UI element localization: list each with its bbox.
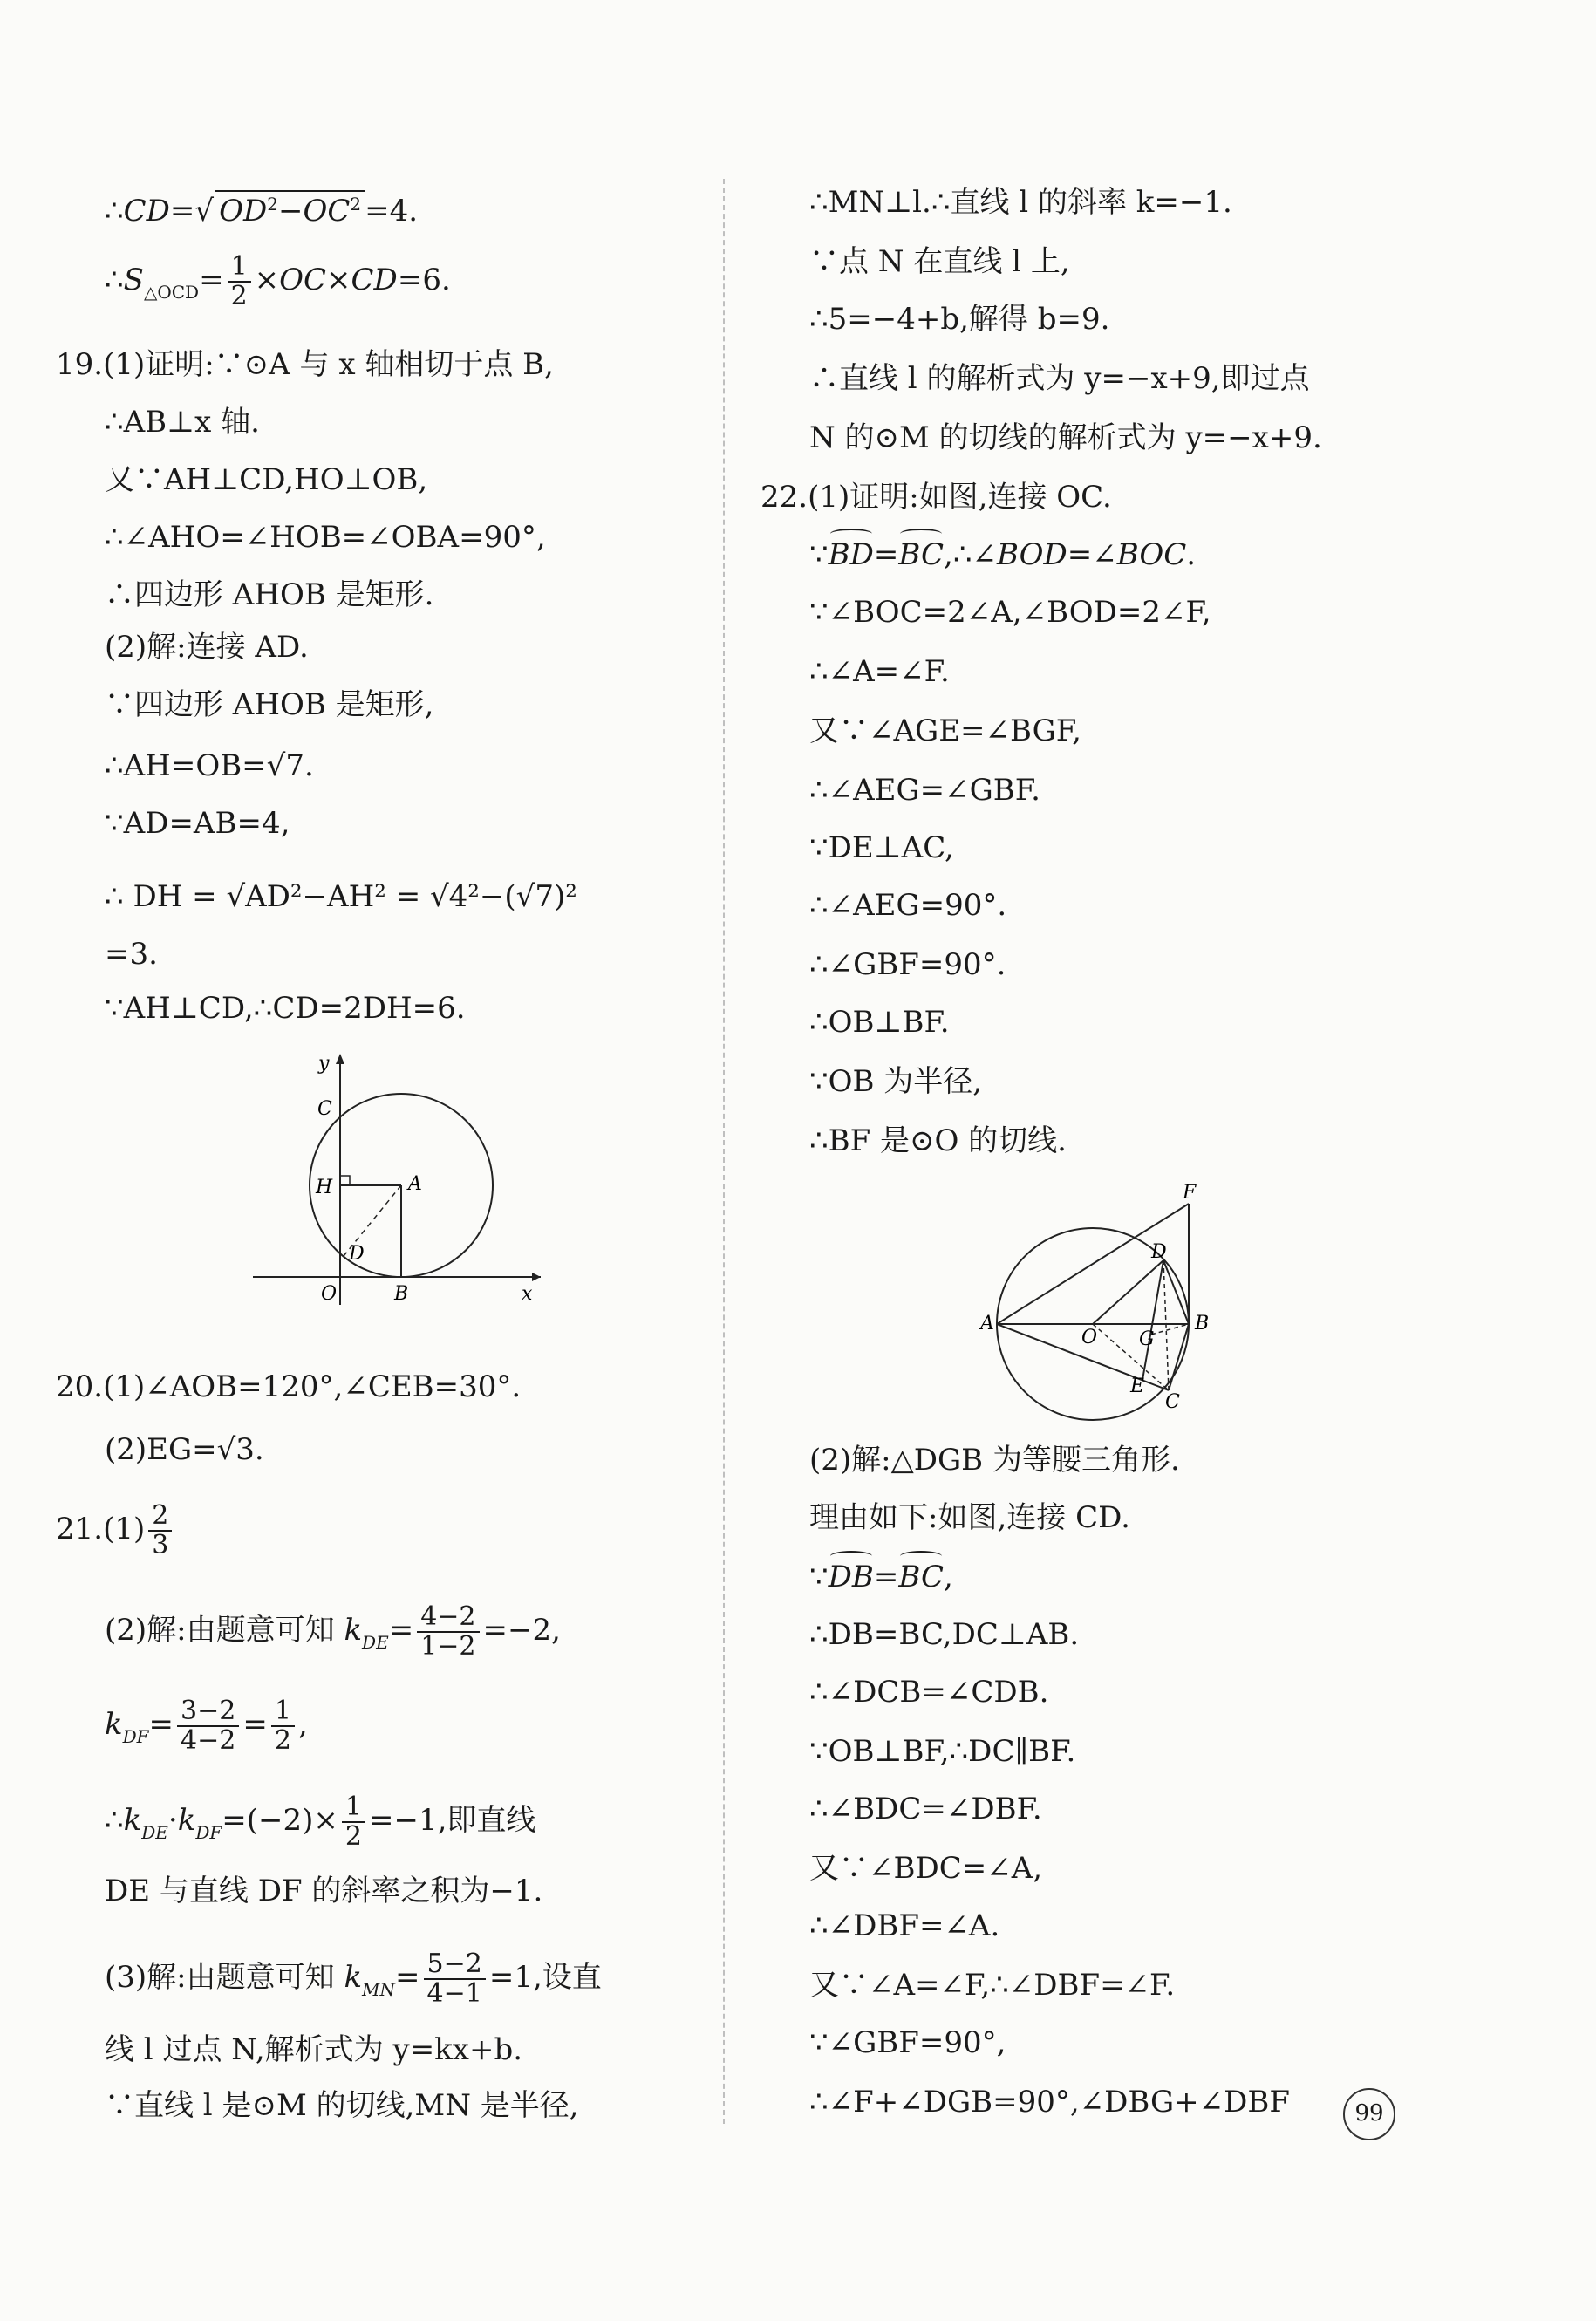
text-line: 又∵∠BDC=∠A,	[809, 1851, 1043, 1886]
text-line: ∵AH⊥CD,∴CD=2DH=6.	[105, 991, 466, 1026]
label-o: O	[321, 1283, 338, 1305]
label-d: D	[1151, 1241, 1167, 1263]
text-line: ∴ DH = √AD²−AH² = √4²−(√7)²	[105, 879, 577, 914]
label-a: A	[408, 1173, 422, 1195]
text-line: ∴直线 l 的解析式为 y=−x+9,即过点	[809, 361, 1310, 396]
figure-22-circle-diagram	[980, 1178, 1247, 1422]
text-line: ∵直线 l 是⊙M 的切线,MN 是半径,	[105, 2088, 579, 2123]
label-y: y	[318, 1053, 330, 1075]
text-line: ∴BF 是⊙O 的切线.	[809, 1123, 1067, 1158]
text-line: (2)EG=√3.	[105, 1432, 264, 1467]
text-line: ∴∠AEG=90°.	[809, 888, 1007, 923]
segment-dc	[1163, 1260, 1169, 1390]
right-angle-mark	[340, 1176, 350, 1185]
figure-19-circle-diagram	[244, 1043, 549, 1314]
text-line: (3)解:由题意可知 $k_{MN}=$ $\frac{5-2}{4-1}$ =1,设直	[105, 1949, 602, 2009]
text-line: ∴DB=BC,DC⊥AB.	[809, 1617, 1080, 1652]
x-axis-arrow	[532, 1273, 541, 1281]
text-line: ∵BD=BC,∴∠BOD=∠BOC.	[809, 537, 1197, 572]
text-line: $\therefore k_{DE}\cdot k_{DF}=(-2)\times$ $\frac{1}{2}$ =−1,即直线	[105, 1792, 536, 1852]
label-d: D	[349, 1243, 365, 1265]
text-line: ∴∠DCB=∠CDB.	[809, 1675, 1049, 1710]
text-line: ∴∠GBF=90°.	[809, 947, 1006, 982]
y-axis-arrow	[336, 1054, 344, 1064]
text-line: ∴MN⊥l.∴直线 l 的斜率 k=−1.	[809, 185, 1232, 220]
text-line: ∵AD=AB=4,	[105, 806, 290, 841]
text-line: =3.	[105, 937, 158, 972]
text-line: ∴CD=√ $OD^2-OC^2 =4$.	[105, 190, 418, 234]
text-line: ∴∠DBF=∠A.	[809, 1908, 1000, 1943]
text-line: ∴AB⊥x 轴.	[105, 405, 260, 440]
text-line: ∵OB⊥BF,∴DC∥BF.	[809, 1734, 1076, 1769]
label-b: B	[394, 1283, 409, 1305]
text-line: 21.(1) $\frac{2}{3}$	[56, 1502, 175, 1560]
label-g: G	[1139, 1328, 1155, 1350]
text-line: ∵∠BOC=2∠A,∠BOD=2∠F,	[809, 595, 1211, 630]
column-divider	[723, 179, 725, 2124]
segment-gb	[1151, 1324, 1189, 1335]
text-line: 又∵AH⊥CD,HO⊥OB,	[105, 462, 428, 497]
text-line: (2)解:△DGB 为等腰三角形.	[809, 1443, 1180, 1478]
text-line: ∵DB=BC,	[809, 1560, 953, 1594]
text-line: 又∵∠A=∠F,∴∠DBF=∠F.	[809, 1968, 1176, 2003]
text-line: ∴四边形 AHOB 是矩形.	[105, 577, 434, 612]
text-line: DE 与直线 DF 的斜率之积为−1.	[105, 1874, 543, 1908]
text-line: 22.(1)证明:如图,连接 OC.	[760, 480, 1112, 515]
text-line: 线 l 过点 N,解析式为 y=kx+b.	[105, 2032, 523, 2067]
text-line: ∴AH=OB=√7.	[105, 748, 314, 783]
label-c: C	[1165, 1391, 1180, 1413]
label-e: E	[1130, 1376, 1145, 1397]
segment-do	[1093, 1260, 1163, 1324]
text-line: ∴∠F+∠DGB=90°,∠DBG+∠DBF	[809, 2085, 1290, 2120]
text-line: $k_{DF}=$ $\frac{3-2}{4-2}$ = $\frac{1}{2}$ ,	[105, 1696, 308, 1756]
label-b: B	[1195, 1313, 1210, 1335]
label-o: O	[1081, 1327, 1098, 1348]
text-line: ∴∠AEG=∠GBF.	[809, 773, 1040, 808]
text-line: ∵OB 为半径,	[809, 1064, 983, 1099]
text-line: ∴∠A=∠F.	[809, 654, 950, 689]
text-line: 又∵∠AGE=∠BGF,	[809, 713, 1081, 748]
text-line: ∵∠GBF=90°,	[809, 2025, 1006, 2060]
label-c: C	[317, 1098, 332, 1120]
text-line: 19.(1)证明:∵⊙A 与 x 轴相切于点 B,	[56, 347, 554, 382]
label-f: F	[1183, 1182, 1197, 1204]
text-line: ∵四边形 AHOB 是矩形,	[105, 687, 434, 722]
segment-bc	[1169, 1324, 1189, 1390]
text-line: 理由如下:如图,连接 CD.	[809, 1500, 1130, 1535]
text-line: ∴∠BDC=∠DBF.	[809, 1792, 1042, 1826]
text-line: ∵点 N 在直线 l 上,	[809, 244, 1070, 279]
segment-db	[1163, 1260, 1189, 1324]
text-line: 20.(1)∠AOB=120°,∠CEB=30°.	[56, 1369, 522, 1404]
text-line: ∴OB⊥BF.	[809, 1005, 950, 1040]
label-h: H	[316, 1177, 333, 1198]
text-line: (2)解:连接 AD.	[105, 630, 309, 665]
text-line: ∴5=−4+b,解得 b=9.	[809, 302, 1110, 337]
text-line: ∵DE⊥AC,	[809, 830, 954, 865]
segment-de	[1142, 1260, 1163, 1380]
text-line: ∴∠AHO=∠HOB=∠OBA=90°,	[105, 520, 546, 555]
text-line: N 的⊙M 的切线的解析式为 y=−x+9.	[809, 420, 1322, 455]
label-x: x	[522, 1283, 533, 1305]
text-line: $\therefore S_{\triangle OCD}=$ $\frac{1}{2}$ ×OC×CD=6.	[105, 251, 451, 311]
text-line: (2)解:由题意可知 $k_{DE}=$ $\frac{4-2}{1-2}$ =−2,	[105, 1601, 561, 1662]
label-a: A	[980, 1313, 994, 1335]
page-number: 99	[1343, 2088, 1395, 2140]
